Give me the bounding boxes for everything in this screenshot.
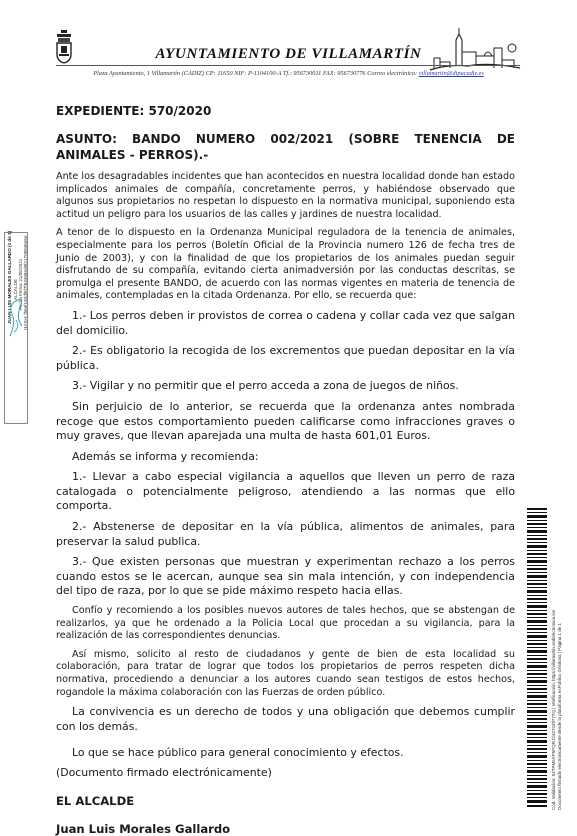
handwritten-signature-icon — [6, 292, 26, 340]
contact-email-link[interactable]: villamartin@dipucadiz.es — [418, 70, 484, 77]
signer-name: Juan Luis Morales Gallardo — [56, 822, 231, 836]
header-contact-line — [0, 70, 577, 77]
signer-line: JUAN LUIS MORALES GALLARDO (1 de 1) — [7, 230, 12, 324]
signature-date: Fecha Firma: 21/05/2021 — [18, 258, 23, 310]
organization-title: AYUNTAMIENTO DE VILLAMARTÍN — [155, 46, 422, 62]
validation-code: Cód. Validación: 94TPM5XP5PQRJ24Z7GDP7TQ | Verificación: https://villamartin.sedelectronica.es/ — [551, 609, 556, 810]
contact-text: Plaza Ayuntamiento, 1 Villamartín (CADIZ) CP: 11650 NIF: P-1104100-A Tf.: 956730011 FAX: 956730776 Correo electrónico: — [93, 70, 419, 77]
rule-item-3: 3.- Vigilar y no permitir que el perro acceda a zona de juegos de niños. — [72, 379, 459, 393]
electronic-signature-statement: (Documento firmado electrónicamente) — [56, 766, 272, 780]
rule-item-2: 2.- Es obligatorio la recogida de los excrementos que puedan depositar en la vía pública. — [56, 344, 515, 372]
paragraph-ordinance: A tenor de lo dispuesto en la Ordenanza Municipal reguladora de la tenencia de animales, especialmente para los perros (Boletín Oficial de la Provincia numero 126 de fecha tres de Junio de 2003), y con la finalidad de que los propietarios de los animales puedan seguir disfrutando de su compañía, evitando cierta animadversión por las conductas descritas, se promulga el presente BANDO, de acuerdo con las normas vigentes en materia de tenencia de animales, contempladas en la citada Ordenanza. Por ello, se recuerda que: — [56, 227, 515, 302]
paragraph-penalties: Sin perjuicio de lo anterior, se recuerda que la ordenanza antes nombrada recoge que estos comportamiento pueden calificarse como infracciones graves o muy graves, que llevan aparejada una multa de hasta 601,01 Euros. — [56, 399, 515, 443]
header-divider — [56, 65, 520, 66]
signature-hash: HASH: f56ef180df6f7f63468ed6f21708946e5e — [23, 235, 28, 330]
case-number: EXPEDIENTE: 570/2020 — [56, 104, 212, 118]
barcode-icon — [527, 508, 547, 808]
closing-statement: Lo que se hace público para general conocimiento y efectos. — [72, 746, 404, 760]
subject-heading: ASUNTO: BANDO NUMERO 002/2021 (SOBRE TENENCIA DE ANIMALES - PERROS).- — [56, 132, 515, 162]
rule-item-1: 1.- Los perros deben ir provistos de correa o cadena y collar cada vez que salgan del domicilio. — [56, 308, 515, 337]
electronic-signature-note: Documento firmado electrónicamente desde la plataforma esPublico Gestiona | Página 1 de 1 — [557, 622, 562, 810]
recommendation-item-1: 1.- Llevar a cabo especial vigilancia a aquellos que lleven un perro de raza catalogada o potencialmente peligroso, atendiendo a las normas que ello comporta. — [56, 470, 515, 513]
paragraph-intro: Ante los desagradables incidentes que han acontecidos en nuestra localidad donde han estado implicados animales de compañía, concretamente perros, y habiéndose observado que algunos sus propietarios no respetan lo dispuesto en la normativa municipal, suponiendo esta actitud un peligro para los usuarios de las calles y jardines de nuestra localidad. — [56, 171, 515, 220]
signer-title: EL ALCALDE — [56, 794, 135, 809]
paragraph-warning: Confío y recomiendo a los posibles nuevos autores de tales hechos, que se abstengan de realizarlos, ya que he ordenado a la Policia Local que procedan a su vigilancia, para la realización de las correspondientes denuncias. — [56, 605, 515, 642]
paragraph-recommendations-intro: Además se informa y recomienda: — [72, 449, 259, 463]
town-skyline-logo-icon — [428, 26, 522, 74]
document-body — [56, 104, 515, 836]
recommendation-item-2: 2.- Abstenerse de depositar en la vía pública, alimentos de animales, para preservar la salud publica. — [56, 520, 515, 548]
paragraph-coexistence: La convivencia es un derecho de todos y una obligación que debemos cumplir con los demás. — [56, 705, 515, 733]
signer-role: ALCALDE — [13, 279, 18, 300]
recommendation-item-3: 3.- Que existen personas que muestran y experimentan rechazo a los perros cuando estos se le acercan, aunque sea sin mala intención, y con independencia del tipo de raza, por lo que se pide máximo respeto hacia ellas. — [56, 555, 515, 598]
paragraph-collaboration: Así mismo, solicito al resto de ciudadanos y gente de bien de esta localidad su colaboración, para tratar de lograr que todos los propietarios de perros respeten dicha normativa, procediendo a denunciar a los autores cuando sean testigos de estos hechos, rogandole la máxima colaboración con las Fuerzas de orden público. — [56, 648, 515, 698]
